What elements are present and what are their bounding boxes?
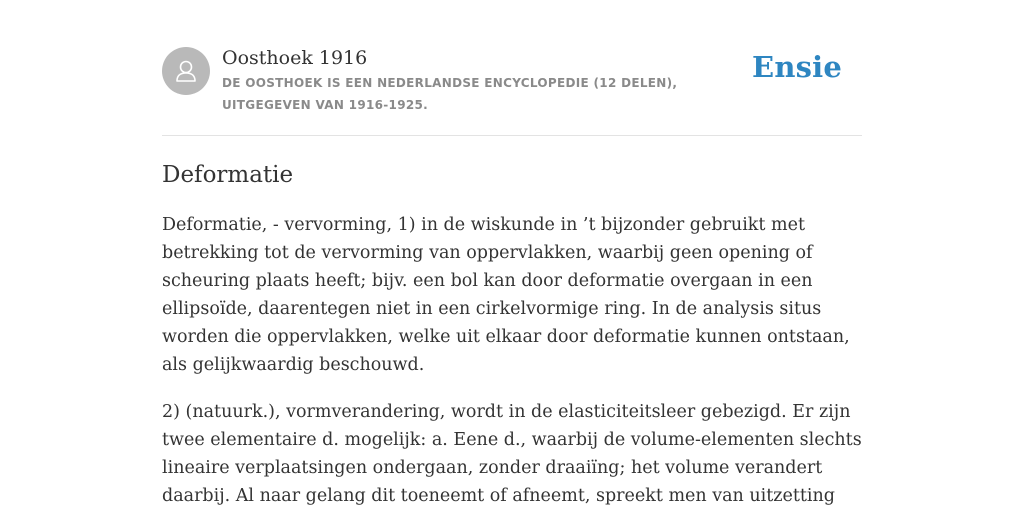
divider bbox=[162, 135, 862, 136]
article-paragraph: Deformatie, - vervorming, 1) in de wiskunde in ’t bijzonder gebruikt met betrekking tot de vervorming van oppervlakken, waarbij geen opening of scheuring plaats heeft; bijv. een bol kan door deformatie overgaan in een ellipsoïde, daarentegen niet in een cirkelvormige ring. In de analysis situs worden die oppervlakken, welke uit elkaar door deformatie kunnen ontstaan, als gelijkwaardig beschouwd. bbox=[162, 215, 850, 375]
source-header bbox=[162, 44, 862, 134]
source-info bbox=[222, 44, 762, 116]
article-title: Deformatie bbox=[162, 162, 294, 188]
article bbox=[162, 158, 862, 512]
source-title[interactable]: Oosthoek 1916 bbox=[222, 47, 368, 69]
brand-logo[interactable]: Ensie bbox=[752, 50, 842, 84]
source-description: DE OOSTHOEK IS EEN NEDERLANDSE ENCYCLOPEDIE (12 DELEN), UITGEGEVEN VAN 1916-1925. bbox=[222, 76, 678, 112]
article-paragraph: 2) (natuurk.), vormverandering, wordt in de elasticiteitsleer gebezigd. Er zijn twee elementaire d. mogelijk: a. Eene d., waarbij de volume-elementen slechts lineaire verplaatsingen ondergaan, zonder draaiïng; het volume verandert daarbij. Al naar gelang dit toeneemt of afneemt, spreekt men van uitzetting bbox=[162, 402, 862, 506]
avatar[interactable] bbox=[162, 47, 210, 95]
user-icon bbox=[172, 57, 200, 85]
